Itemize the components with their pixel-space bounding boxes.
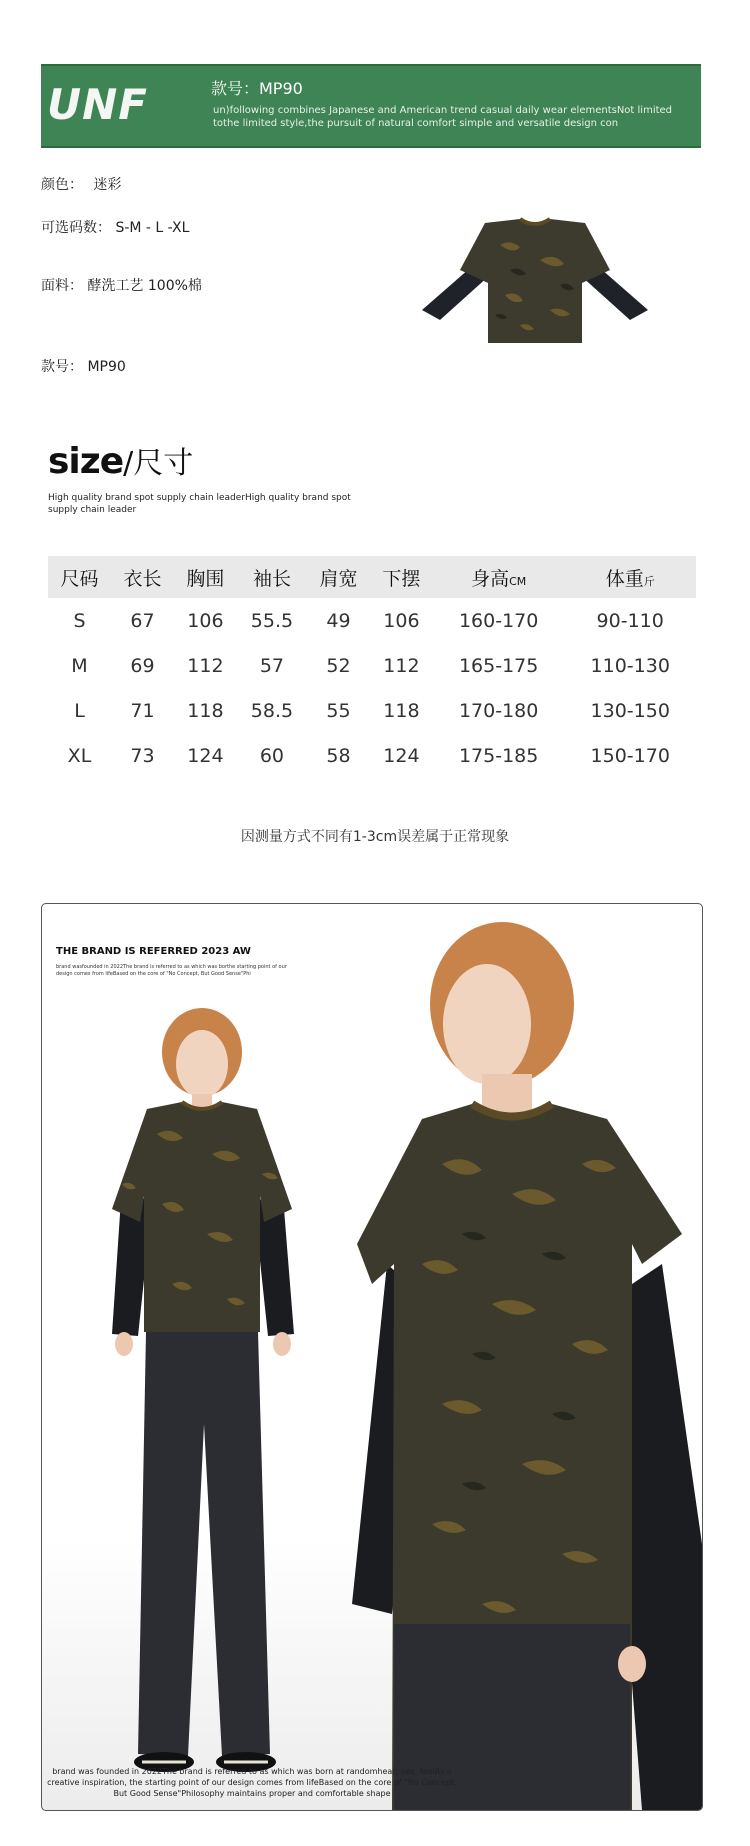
size-subtitle: High quality brand spot supply chain leaderHigh quality brand spot supply chain leader bbox=[48, 493, 351, 515]
spec-color-value: 迷彩 bbox=[93, 177, 122, 193]
table-cell: S bbox=[73, 609, 86, 632]
table-cell: 112 bbox=[187, 654, 224, 677]
table-cell: 124 bbox=[187, 744, 224, 767]
header-cell: 衣长 bbox=[111, 556, 174, 598]
header-cell: 袖长 bbox=[237, 556, 307, 598]
spec-model bbox=[41, 356, 126, 376]
spec-model-value: MP90 bbox=[87, 359, 126, 375]
product-thumbnail bbox=[410, 215, 660, 350]
table-cell: 112 bbox=[383, 654, 420, 677]
photo-small-text: brand wasfounded in 2022The brand is referred to as which was borthe starting point of our design comes from lifeBased on the core of "No Concept, But Good Sense"Phi bbox=[56, 964, 287, 977]
table-cell: 110-130 bbox=[590, 654, 670, 677]
table-cell: 118 bbox=[383, 699, 420, 722]
table-row bbox=[48, 598, 696, 643]
table-cell: 118 bbox=[187, 699, 224, 722]
table-row bbox=[48, 643, 696, 688]
model-photo-frame bbox=[41, 903, 703, 1811]
header-unit: CM bbox=[509, 574, 527, 588]
table-cell: 124 bbox=[383, 744, 420, 767]
banner-description: un)following combines Japanese and American trend casual daily wear elementsNot limited tothe limited style,the pursuit of natural comfort simple and versatile design con bbox=[213, 105, 673, 129]
banner-model-code: 款号：MP90 bbox=[211, 79, 303, 98]
table-cell: 73 bbox=[130, 744, 155, 767]
table-cell: 160-170 bbox=[458, 609, 539, 632]
spec-color-label: 颜色： bbox=[41, 177, 83, 193]
table-cell: 57 bbox=[259, 654, 285, 677]
size-table bbox=[48, 556, 696, 778]
header-cell: 身高CM bbox=[433, 556, 565, 598]
full-body-model bbox=[112, 1008, 294, 1772]
spec-fabric bbox=[41, 275, 202, 295]
table-cell: 69 bbox=[130, 654, 155, 677]
header-cell: 胸围 bbox=[174, 556, 237, 598]
table-cell: L bbox=[74, 699, 85, 722]
size-heading-cn: /尺寸 bbox=[123, 446, 194, 481]
brand-logo: UNF bbox=[47, 80, 148, 129]
spec-model-label: 款号： bbox=[41, 359, 83, 375]
header-unit: 斤 bbox=[643, 574, 655, 588]
measurement-note: 因测量方式不同有1-3cm误差属于正常现象 bbox=[240, 829, 510, 845]
header-cell: 下摆 bbox=[370, 556, 433, 598]
table-cell: 67 bbox=[130, 609, 155, 632]
table-cell: M bbox=[71, 654, 88, 677]
table-cell: 55.5 bbox=[250, 609, 294, 632]
size-table-header bbox=[48, 556, 696, 598]
spec-fabric-value: 酵洗工艺 100%棉 bbox=[87, 278, 202, 294]
brand-banner bbox=[41, 64, 701, 148]
spec-sizes-value: S-M - L -XL bbox=[115, 220, 190, 236]
spec-color bbox=[41, 174, 121, 194]
table-cell: 55 bbox=[326, 699, 351, 722]
table-cell: 71 bbox=[130, 699, 155, 722]
table-cell: 90-110 bbox=[596, 609, 664, 632]
table-cell: 106 bbox=[383, 609, 420, 632]
table-cell: 130-150 bbox=[590, 699, 670, 722]
table-cell: 49 bbox=[326, 609, 351, 632]
photo-headline: THE BRAND IS REFERRED 2023 AW bbox=[56, 946, 251, 957]
table-row bbox=[48, 733, 696, 778]
spec-fabric-label: 面料： bbox=[41, 278, 83, 294]
table-row bbox=[48, 688, 696, 733]
table-cell: 60 bbox=[259, 744, 285, 767]
closeup-model bbox=[352, 922, 702, 1810]
photo-bottom-text: brand was founded in 2022The brand is referred to as which was born at randomhear, see, feelAs a creative inspiration, the starting point of our design comes from lifeBased on the core of "No Concept, But Good Sense"Philosophy maintains proper and comfortable shape bbox=[47, 1767, 457, 1798]
table-cell: 52 bbox=[326, 654, 351, 677]
table-cell: 58 bbox=[326, 744, 351, 767]
table-cell: XL bbox=[67, 744, 92, 767]
table-cell: 175-185 bbox=[458, 744, 539, 767]
spec-sizes-label: 可选码数： bbox=[41, 220, 111, 236]
header-cell: 肩宽 bbox=[307, 556, 370, 598]
size-heading-en: size bbox=[48, 441, 124, 482]
table-cell: 58.5 bbox=[250, 699, 294, 722]
model-photo bbox=[42, 904, 702, 1810]
spec-sizes bbox=[41, 217, 189, 237]
size-heading bbox=[48, 438, 193, 482]
table-cell: 170-180 bbox=[458, 699, 539, 722]
header-cell: 尺码 bbox=[48, 556, 111, 598]
table-cell: 165-175 bbox=[458, 654, 539, 677]
table-cell: 150-170 bbox=[590, 744, 670, 767]
table-cell: 106 bbox=[187, 609, 224, 632]
header-cell: 体重斤 bbox=[564, 556, 696, 598]
